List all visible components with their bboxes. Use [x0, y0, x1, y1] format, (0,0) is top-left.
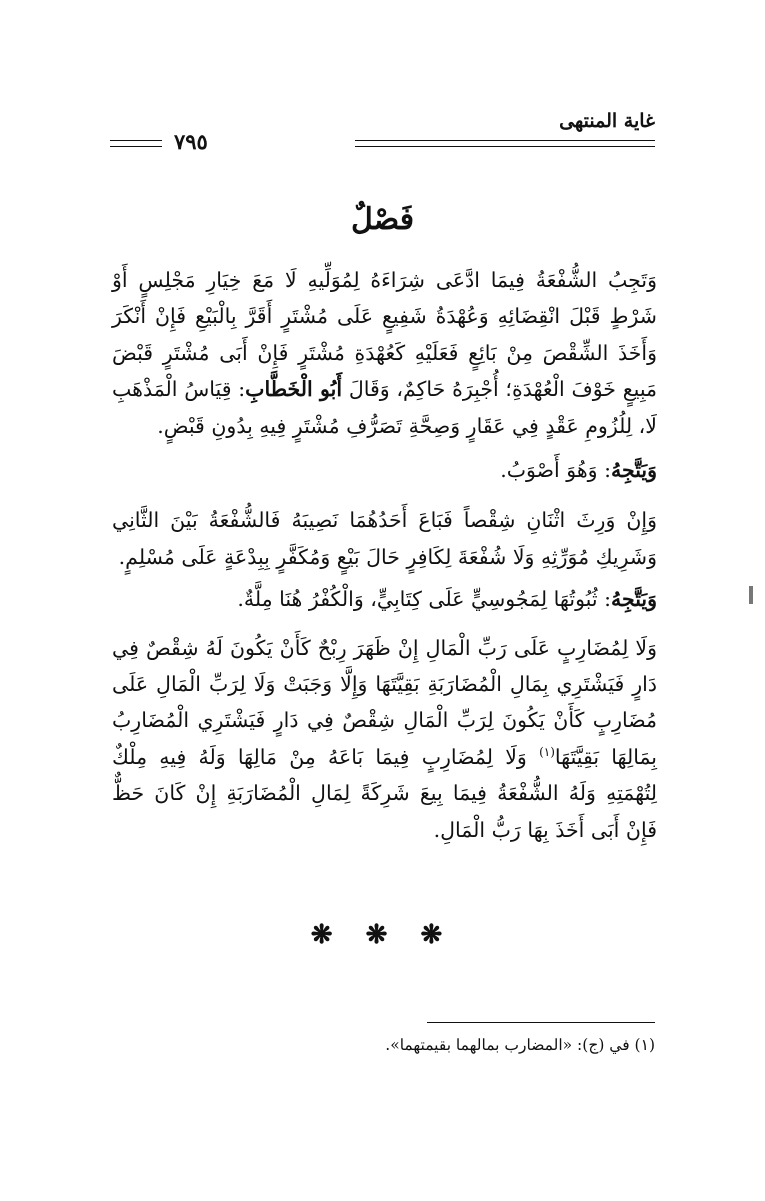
book-title: غاية المنتهى [559, 110, 655, 132]
paragraph-1-text-b: : قِيَاسُ الْمَذْهَبِ لَا، لِلُزُومِ عَقْدٍ فِي عَقَارٍ وَصِحَّةِ تَصَرُّفِ مُشْتَرٍ فِيهِ بِدُونِ قَبْضٍ. [112, 377, 657, 438]
section-heading: فَصْلٌ [350, 202, 415, 237]
scholar-name: أَبُو الْخَطَّابِ [245, 377, 343, 402]
page-number: ٧٩٥ [174, 129, 208, 154]
keyword-yattajih: وَيَتَّجِهُ [610, 458, 657, 483]
paragraph-2 [112, 452, 657, 488]
paragraph-4-text: : ثُبُوتُهَا لِمَجُوسِيٍّ عَلَى كِتَابِيٍّ، وَالْكُفْرُ هُنَا مِلَّةٌ. [237, 587, 611, 612]
paragraph-4 [112, 581, 657, 617]
footnote-marker: (١) [539, 745, 555, 760]
paragraph-1-text-a: وَتَجِبُ الشُّفْعَةُ فِيمَا ادَّعَى شِرَاءَهُ لِمُوَلِّيهِ لَا مَعَ خِيَارِ مَجْلِسٍ أَوْ شَرْطٍ قَبْلَ انْقِضَائِهِ وَعُهْدَةُ شَفِيعٍ عَلَى مُشْتَرٍ أَقَرَّ بِالْبَيْعِ فَإِنْ أَنْكَرَ وَأَخَذَ الشِّقْصَ مِنْ بَائِعٍ فَعَلَيْهِ كَعُهْدَةِ مُشْتَرٍ فَإِنْ أَبَى مُشْتَرٍ قَبْضَ مَبِيعٍ خَوْفَ الْعُهْدَةِ؛ أُجْبِرَهُ حَاكِمٌ، وَقَالَ [112, 268, 657, 402]
paragraph-5-text-b: وَلَا لِمُضَارِبٍ فِيمَا بَاعَهُ مِنْ مَالِهَا وَلَهُ فِيهِ مِلْكٌ لِتُهْمَتِهِ وَلَهُ الشُّفْعَةُ فِيمَا بِيعَ شَرِكَةً لِمَالِ الْمُضَارَبَةِ إِنْ كَانَ حَظٌّ فَإِنْ أَبَى أَخَذَ بِهَا رَبُّ الْمَالِ. [112, 744, 657, 842]
body-text [112, 262, 657, 848]
paragraph-3: وَإِنْ وَرِثَ اثْنَانِ شِقْصاً فَبَاعَ أَحَدُهُمَا نَصِيبَهُ فَالشُّفْعَةُ بَيْنَ الثَّانِي وَشَرِيكِ مُوَرِّثِهِ وَلَا شُفْعَةَ لِكَافِرٍ حَالَ بَيْعٍ وَمُكَفَّرٍ بِبِدْعَةٍ عَلَى مُسْلِمٍ. [112, 508, 657, 569]
section-separator: ❋ ❋ ❋ [310, 920, 455, 950]
paragraph-1 [112, 262, 657, 444]
margin-mark [749, 586, 753, 604]
header-rule-right [355, 140, 655, 147]
paragraph-5 [112, 630, 657, 848]
paragraph-2-text: : وَهُوَ أَصْوَبُ. [500, 458, 611, 483]
footnote: (١) في (ج): «المضارب بمالهما بقيمتهما». [385, 1036, 655, 1054]
page-header [110, 110, 655, 154]
footnote-rule [427, 1022, 655, 1023]
keyword-yattajih: وَيَتَّجِهُ [610, 587, 657, 612]
paragraph-5-text-a: وَلَا لِمُضَارِبٍ عَلَى رَبِّ الْمَالِ إِنْ ظَهَرَ رِبْحٌ كَأَنْ يَكُونَ لَهُ شِقْصٌ فِي دَارٍ فَيَشْتَرِي بِمَالِ الْمُضَارَبَةِ بَقِيَّتَهَا وَإِلَّا وَجَبَتْ وَلَا لِرَبِّ الْمَالِ عَلَى مُضَارِبٍ كَأَنْ يَكُونَ لِرَبِّ الْمَالِ شِقْصٌ فِي دَارٍ فَيَشْتَرِي الْمُضَارِبُ بِمَالِهَا بَقِيَّتَهَا [112, 635, 657, 769]
header-rule-left [110, 140, 162, 147]
